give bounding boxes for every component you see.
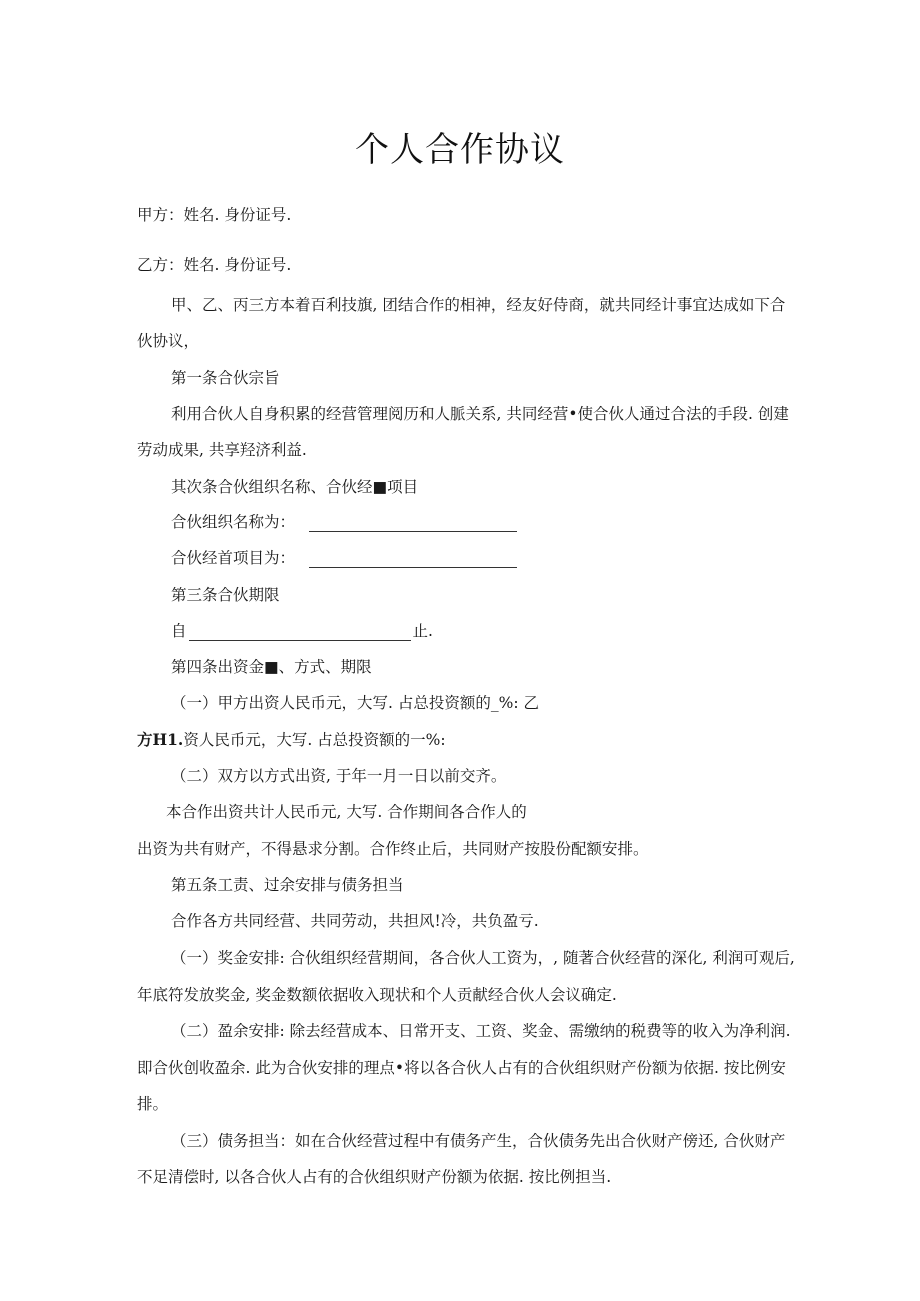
project-label: 合伙经首项目为：: [171, 549, 296, 567]
article-4-total-line-2: 出资为共有财产，不得悬求分割。合作终止后，共同财产按股份配额安排。: [137, 840, 649, 858]
article-5-item-1-line-1: （一）奖金安排: 合伙组织经营期间，各合伙人工资为，, 随著合伙经营的深化, 利润可观后,: [171, 949, 795, 967]
article-3-term-line: [171, 621, 433, 641]
article-4-item-1b: [137, 730, 446, 750]
org-name-blank: [309, 517, 517, 532]
party-b-line: 乙方：姓名. 身份证号.: [137, 256, 292, 274]
article-1-line-2: 劳动成果, 共享羟济利益.: [137, 441, 307, 459]
article-4-title: 第四条出资金■、方式、期限: [171, 658, 372, 676]
article-5-item-2-line-2: 即合伙创收盈余. 此为合伙安排的理点•将以各合伙人占有的合伙组织财产份额为依据. 按比例安: [137, 1059, 786, 1077]
article-5-item-1-line-2: 年底符发放奖金, 奖金数额依据收入现状和个人贡献经合伙人会议确定.: [137, 986, 617, 1004]
term-from: 自: [171, 622, 187, 640]
party-b-bold: 方H1.: [137, 730, 184, 749]
party-a-line: 甲方：姓名. 身份证号.: [137, 206, 292, 224]
article-3-title: 第三条合伙期限: [171, 586, 280, 604]
org-name-label: 合伙组织名称为：: [171, 513, 296, 531]
article-4-item-1: （一）甲方出资人民币元，大写. 占总投资额的_%: 乙: [171, 694, 539, 712]
intro-line-1: 甲、乙、丙三方本着百利技旗, 团结合作的相神，经友好侍商，就共同经计事宜达成如下合: [171, 296, 786, 314]
article-4-item-2: （二）双方以方式出资, 于年一月一日以前交齐。: [171, 767, 507, 785]
article-2-title: 其次条合伙组织名称、合伙经■项目: [171, 478, 419, 496]
article-5-item-3-line-1: （三）债务担当：如在合伙经营过程中有债务产生，合伙债务先出合伙财产傍还, 合伙财产: [171, 1132, 786, 1150]
article-4-total-line-1: 本合作出资共计人民币元, 大写. 合作期间各合作人的: [166, 803, 527, 821]
article-2-org-line: [171, 512, 517, 532]
article-1-title: 第一条合伙宗旨: [171, 369, 280, 387]
article-2-project-line: [171, 548, 517, 568]
project-blank: [309, 553, 517, 568]
article-5-item-2-line-1: （二）盈余安排: 除去经营成本、日常开支、工资、奖金、需缴纳的税费等的收入为净利润.: [171, 1022, 791, 1040]
article-1-line-1: 利用合伙人自身积累的经营管理阅历和人脈关系, 共同经营•使合伙人通过合法的手段. 创建: [171, 405, 789, 423]
article-5-item-2-line-3: 排。: [137, 1095, 169, 1113]
intro-line-2: 伙协议，: [137, 332, 200, 350]
document-title: 个人合作协议: [355, 130, 565, 170]
article-5-item-3-line-2: 不足清偿时, 以各合伙人占有的合伙组织财产份额为依据. 按比例担当.: [137, 1168, 612, 1186]
article-4-item-1b-rest: 资人民币元，大写. 占总投资额的一%:: [183, 731, 446, 749]
term-until: 止.: [412, 622, 433, 640]
article-5-title: 第五条工责、过余安排与债务担当: [171, 876, 404, 894]
article-5-intro: 合作各方共同经营、共同劳动，共担风!冷，共负盈亏.: [171, 912, 539, 930]
term-blank: [189, 626, 411, 641]
